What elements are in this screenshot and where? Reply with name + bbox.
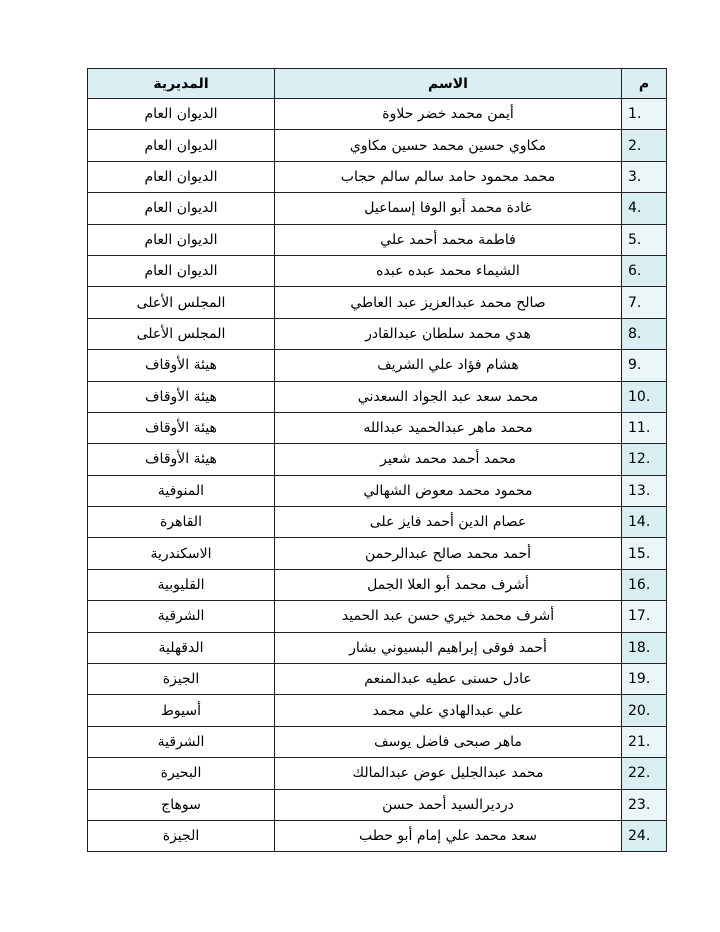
- table-row: [88, 287, 667, 318]
- table-body: [88, 99, 667, 852]
- row-number: 17.: [622, 601, 667, 632]
- row-directorate: هيئة الأوقاف: [88, 412, 275, 443]
- row-directorate: المجلس الأعلى: [88, 287, 275, 318]
- table-row: [88, 758, 667, 789]
- row-number: 10.: [622, 381, 667, 412]
- table-row: [88, 224, 667, 255]
- row-number: 16.: [622, 569, 667, 600]
- row-number: 11.: [622, 412, 667, 443]
- row-directorate: القاهرة: [88, 507, 275, 538]
- table-row: [88, 538, 667, 569]
- row-directorate: الديوان العام: [88, 130, 275, 161]
- table-row: [88, 789, 667, 820]
- row-number: 22.: [622, 758, 667, 789]
- row-number: 21.: [622, 726, 667, 757]
- row-name: محمد عبدالجليل عوض عبدالمالك: [275, 758, 622, 789]
- table-row: [88, 601, 667, 632]
- row-name: عادل حسنى عطيه عبدالمنعم: [275, 664, 622, 695]
- row-number: 14.: [622, 507, 667, 538]
- row-number: 12.: [622, 444, 667, 475]
- row-number: 24.: [622, 820, 667, 851]
- row-number: 15.: [622, 538, 667, 569]
- table-row: [88, 412, 667, 443]
- table-row: [88, 695, 667, 726]
- row-name: أحمد فوقى إبراهيم البسيوني بشار: [275, 632, 622, 663]
- row-directorate: الديوان العام: [88, 161, 275, 192]
- row-name: علي عبدالهادي علي محمد: [275, 695, 622, 726]
- row-directorate: الشرقية: [88, 601, 275, 632]
- table-row: [88, 664, 667, 695]
- row-name: هشام فؤاد علي الشريف: [275, 350, 622, 381]
- row-number: 23.: [622, 789, 667, 820]
- names-table: [87, 68, 667, 852]
- row-number: 3.: [622, 161, 667, 192]
- row-name: هدي محمد سلطان عبدالقادر: [275, 318, 622, 349]
- row-number: 18.: [622, 632, 667, 663]
- row-number: 6.: [622, 255, 667, 286]
- row-number: 9.: [622, 350, 667, 381]
- row-name: محمد أحمد محمد شعير: [275, 444, 622, 475]
- row-directorate: الشرقية: [88, 726, 275, 757]
- row-directorate: الديوان العام: [88, 99, 275, 130]
- row-number: 20.: [622, 695, 667, 726]
- table-row: [88, 820, 667, 851]
- table-header-row: [88, 69, 667, 99]
- table-row: [88, 507, 667, 538]
- row-number: 2.: [622, 130, 667, 161]
- row-name: محمد ماهر عبدالحميد عبدالله: [275, 412, 622, 443]
- table-row: [88, 99, 667, 130]
- row-directorate: هيئة الأوقاف: [88, 350, 275, 381]
- row-number: 1.: [622, 99, 667, 130]
- table-row: [88, 475, 667, 506]
- row-directorate: هيئة الأوقاف: [88, 381, 275, 412]
- row-directorate: سوهاج: [88, 789, 275, 820]
- row-name: أشرف محمد خيري حسن عبد الحميد: [275, 601, 622, 632]
- row-name: أحمد محمد صالح عبدالرحمن: [275, 538, 622, 569]
- row-name: محمود محمد معوض الشهالي: [275, 475, 622, 506]
- row-directorate: الاسكندرية: [88, 538, 275, 569]
- table-row: [88, 726, 667, 757]
- row-directorate: القليوبية: [88, 569, 275, 600]
- table-row: [88, 130, 667, 161]
- header-directorate: المديرية: [88, 69, 275, 99]
- table-row: [88, 632, 667, 663]
- row-directorate: الجيزة: [88, 664, 275, 695]
- row-directorate: المجلس الأعلى: [88, 318, 275, 349]
- header-name: الاسم: [275, 69, 622, 99]
- row-name: صالح محمد عبدالعزيز عبد العاطي: [275, 287, 622, 318]
- row-name: غادة محمد أبو الوفا إسماعيل: [275, 193, 622, 224]
- table-row: [88, 444, 667, 475]
- row-name: ماهر صبحى فاضل يوسف: [275, 726, 622, 757]
- row-name: مكاوي حسين محمد حسين مكاوي: [275, 130, 622, 161]
- row-number: 8.: [622, 318, 667, 349]
- row-directorate: الديوان العام: [88, 224, 275, 255]
- row-name: سعد محمد علي إمام أبو حطب: [275, 820, 622, 851]
- row-directorate: الديوان العام: [88, 255, 275, 286]
- row-name: الشيماء محمد عبده عبده: [275, 255, 622, 286]
- row-name: أيمن محمد خضر حلاوة: [275, 99, 622, 130]
- row-directorate: هيئة الأوقاف: [88, 444, 275, 475]
- row-number: 13.: [622, 475, 667, 506]
- table-row: [88, 381, 667, 412]
- row-directorate: البحيرة: [88, 758, 275, 789]
- row-directorate: أسيوط: [88, 695, 275, 726]
- row-number: 4.: [622, 193, 667, 224]
- table-row: [88, 569, 667, 600]
- row-name: أشرف محمد أبو العلا الجمل: [275, 569, 622, 600]
- row-directorate: الدقهلية: [88, 632, 275, 663]
- table-row: [88, 318, 667, 349]
- row-name: محمد سعد عبد الجواد السعدني: [275, 381, 622, 412]
- row-directorate: المنوفية: [88, 475, 275, 506]
- table-row: [88, 255, 667, 286]
- row-directorate: الديوان العام: [88, 193, 275, 224]
- row-name: محمد محمود حامد سالم سالم حجاب: [275, 161, 622, 192]
- row-name: عصام الدين أحمد فايز على: [275, 507, 622, 538]
- row-directorate: الجيزة: [88, 820, 275, 851]
- row-name: فاطمة محمد أحمد علي: [275, 224, 622, 255]
- table-row: [88, 161, 667, 192]
- row-name: درديرالسيد أحمد حسن: [275, 789, 622, 820]
- table-row: [88, 350, 667, 381]
- row-number: 5.: [622, 224, 667, 255]
- header-number: م: [622, 69, 667, 99]
- row-number: 7.: [622, 287, 667, 318]
- table-row: [88, 193, 667, 224]
- row-number: 19.: [622, 664, 667, 695]
